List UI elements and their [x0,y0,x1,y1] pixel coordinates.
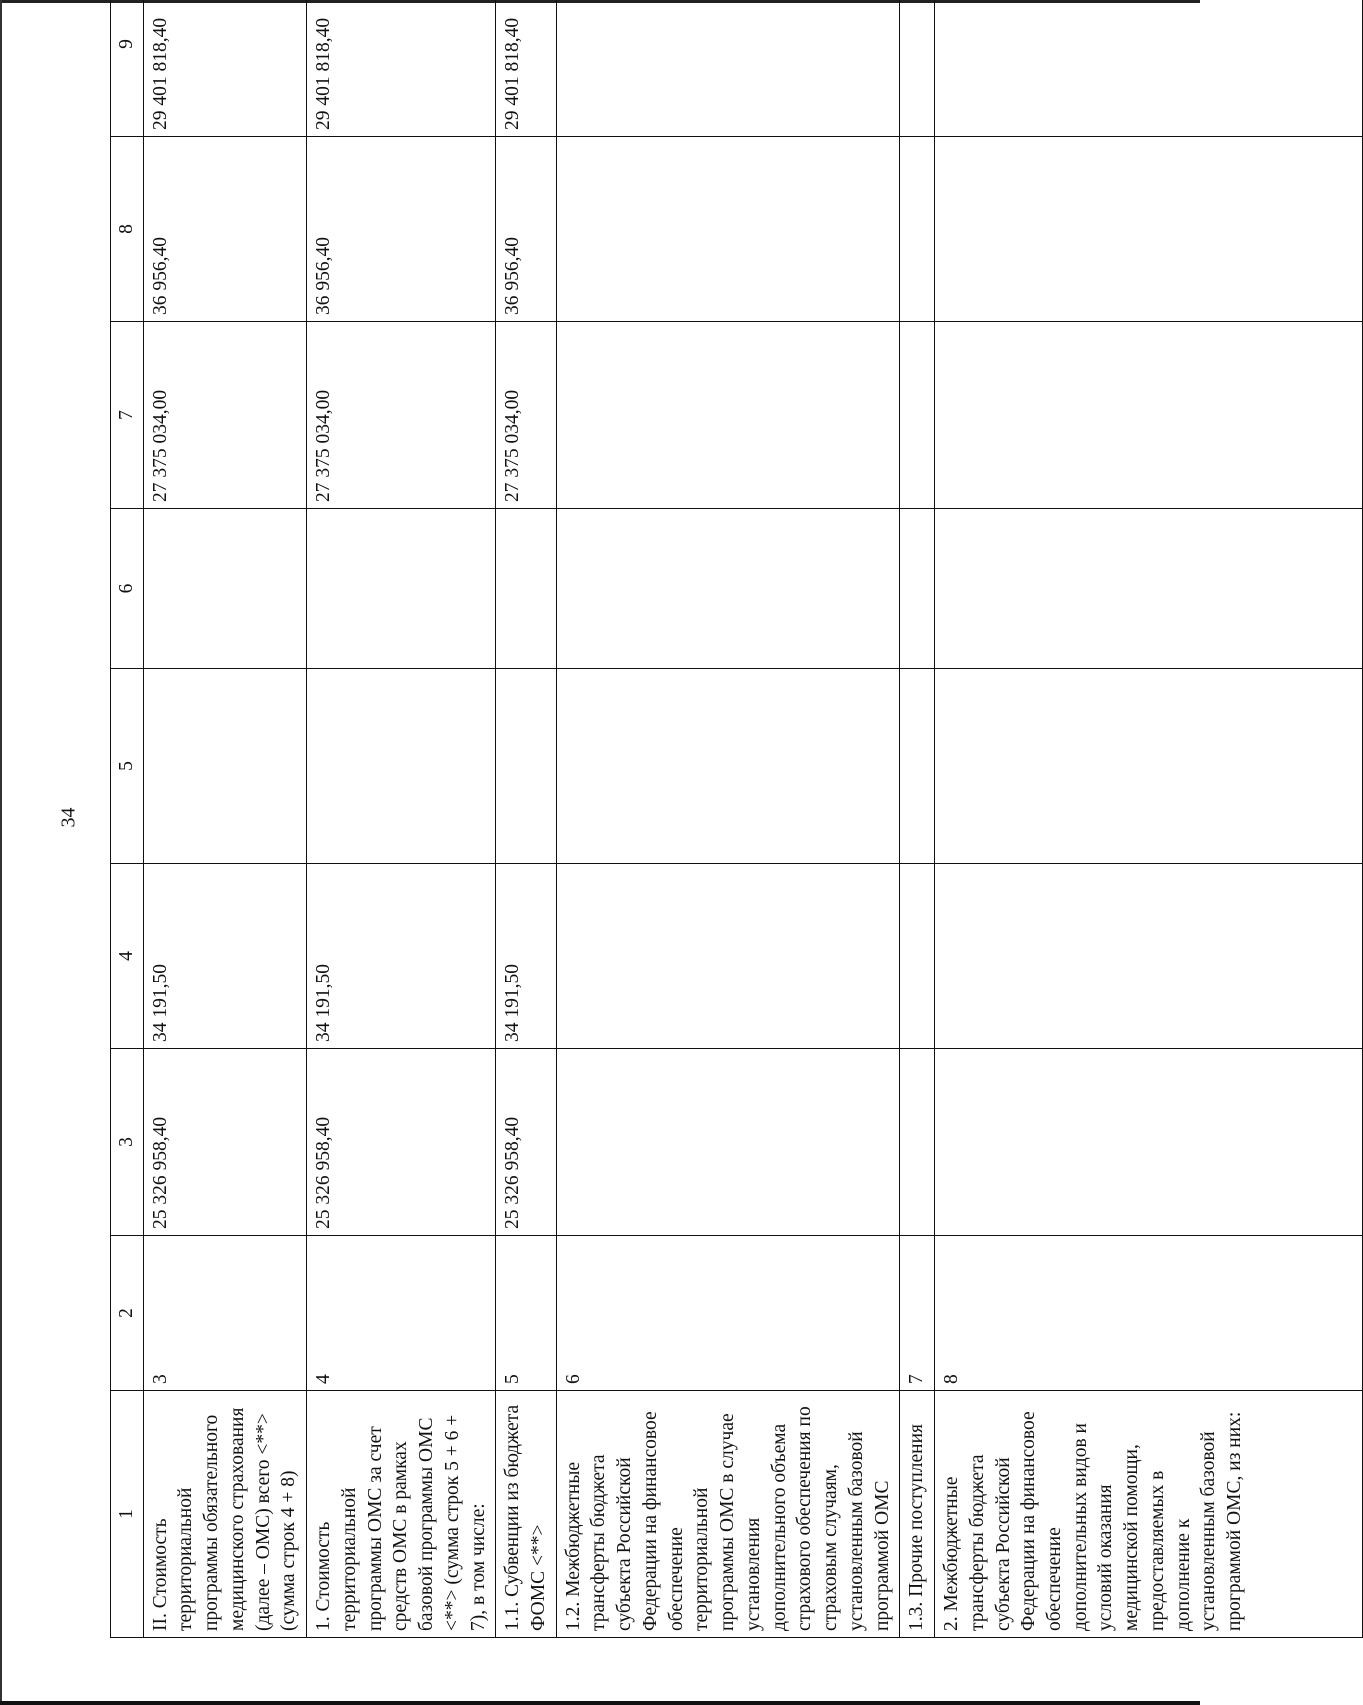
cell-col7 [556,322,900,509]
row-number: 8 [935,1236,1363,1391]
cell-col8: 36 956,40 [496,137,556,322]
table-row [935,0,1363,1638]
cell-col8: 36 956,40 [143,137,306,322]
cell-col7 [935,322,1363,509]
table-row [900,0,935,1638]
cell-col6 [496,509,556,669]
cell-col3: 25 326 958,40 [307,1049,496,1236]
cell-col3: 25 326 958,40 [143,1049,306,1236]
cell-col3 [935,1049,1363,1236]
column-header: 5 [111,669,144,864]
cell-col9 [935,0,1363,137]
cell-col5 [935,669,1363,864]
column-header: 9 [111,0,144,137]
row-number: 4 [307,1236,496,1391]
column-header: 8 [111,137,144,322]
cell-col5 [496,669,556,864]
cell-col6 [900,509,935,669]
column-header: 7 [111,322,144,509]
row-number: 7 [900,1236,935,1391]
table-row [143,0,306,1638]
column-header: 2 [111,1236,144,1391]
cell-col6 [556,509,900,669]
cell-col4: 34 191,50 [307,864,496,1049]
cell-col4 [900,864,935,1049]
column-header: 3 [111,1049,144,1236]
cell-col5 [307,669,496,864]
cell-col7 [900,322,935,509]
cell-col9: 29 401 818,40 [496,0,556,137]
cell-col5 [900,669,935,864]
cell-col4: 34 191,50 [143,864,306,1049]
header-row [111,0,144,1638]
cell-col9 [900,0,935,137]
cell-col4: 34 191,50 [496,864,556,1049]
row-label: 1.3. Прочие поступления [900,1391,935,1638]
row-number: 6 [556,1236,900,1391]
cell-col3 [900,1049,935,1236]
column-header: 6 [111,509,144,669]
cell-col3 [556,1049,900,1236]
table-row [496,0,556,1638]
cell-col8 [556,137,900,322]
cell-col7: 27 375 034,00 [307,322,496,509]
table-row [556,0,900,1638]
row-label: 1.1. Субвенции из бюджета ФОМС <**> [496,1391,556,1638]
cell-col7: 27 375 034,00 [496,322,556,509]
rotated-table-container [110,17,1246,1638]
cell-col6 [935,509,1363,669]
cell-col5 [556,669,900,864]
cell-col8: 36 956,40 [307,137,496,322]
cell-col8 [935,137,1363,322]
cell-col9 [556,0,900,137]
row-label: 2. Межбюджетные трансферты бюджета субъекта Российской Федерации на финансовое обеспечение дополнительных видов и условий оказания медицинской помощи, предоставляемых в дополнение к установленным базовой программой ОМС, из них: [935,1391,1363,1638]
cell-col3: 25 326 958,40 [496,1049,556,1236]
column-header: 1 [111,1391,144,1638]
page-number: 34 [57,807,80,828]
column-header: 4 [111,864,144,1049]
row-label: II. Стоимость территориальной программы обязательного медицинского страхования (далее – ОМС) всего <**> (сумма строк 4 + 8) [143,1391,306,1638]
cell-col6 [143,509,306,669]
scan-edge-bottom [0,1701,1200,1705]
cell-col6 [307,509,496,669]
row-number: 5 [496,1236,556,1391]
cell-col4 [556,864,900,1049]
cell-col4 [935,864,1363,1049]
cell-col9: 29 401 818,40 [143,0,306,137]
cell-col5 [143,669,306,864]
cell-col7: 27 375 034,00 [143,322,306,509]
budget-table [110,0,1363,1638]
cell-col9: 29 401 818,40 [307,0,496,137]
scan-edge-left [0,0,2,1705]
row-label: 1.2. Межбюджетные трансферты бюджета субъекта Российской Федерации на финансовое обеспечение территориальной программы ОМС в случае установления дополнительного объема страхового обеспечения по страховым случаям, установленным базовой программой ОМС [556,1391,900,1638]
row-number: 3 [143,1236,306,1391]
table-row [307,0,496,1638]
row-label: 1. Стоимость территориальной программы ОМС за счет средств ОМС в рамках базовой программы ОМС <**> (сумма строк 5 + 6 + 7), в том числе: [307,1391,496,1638]
table-body [111,0,1363,1638]
cell-col8 [900,137,935,322]
